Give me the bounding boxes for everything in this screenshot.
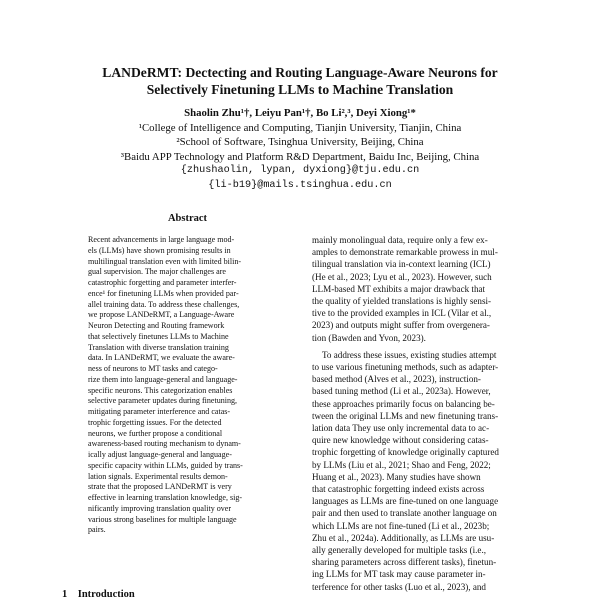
body-line: (He et al., 2023; Lyu et al., 2023). However, such [312, 271, 492, 282]
right-column [312, 234, 522, 593]
body-line: mainly monolingual data, require only a few ex- [312, 235, 488, 245]
email-line-1: {zhushaolin, lypan, dyxiong}@tju.edu.cn [180, 165, 420, 176]
body-line: tive to the provided examples in ICL (Vilar et al., [312, 308, 492, 319]
body-line: ally generally developed for multiple tasks (i.e., [312, 545, 486, 556]
body-line: languages as LLMs are fine-tuned on one language [312, 496, 499, 507]
body-line: terference for other tasks (Luo et al., 2023), and [312, 581, 486, 592]
abstract-line: neurons, we further propose a conditional [88, 428, 223, 438]
body-line: lation data They use only incremental data to ac- [312, 423, 490, 434]
abstract-line: awareness-based routing mechanism to dynam- [88, 439, 241, 449]
body-line: pair and then used to translate another language on [312, 508, 497, 519]
abstract-line: specific capacity within LLMs, guided by trans- [88, 460, 243, 470]
abstract-line: trophic forgetting issues. For the detected [88, 417, 222, 427]
body-line: Huang et al., 2023). Many studies have shown [312, 471, 481, 482]
body-line: these approaches primarily focus on balancing be- [312, 398, 495, 409]
author-block [40, 106, 560, 193]
abstract-line: specific neurons. This categorization enables [88, 385, 233, 395]
body-line: the quality of yielded translations is highly sensi- [312, 296, 492, 307]
abstract-line: allel training data. To address these challenges, [88, 299, 240, 309]
abstract-text [88, 235, 287, 536]
abstract-line: mitigating parameter interference and catas- [88, 407, 231, 416]
affiliation-3: ³Baidu APP Technology and Platform R&D Department, Baidu Inc, Beijing, China [120, 150, 480, 163]
email-line-2: {li-b19}@mails.tsinghua.edu.cn [208, 179, 392, 191]
left-column [88, 213, 287, 536]
body-paragraph-1 [312, 234, 522, 344]
body-line: Zhu et al., 2024a). Additionally, as LLMs are usu- [312, 532, 495, 543]
abstract-line: effective in learning translation knowledge, sig- [88, 493, 243, 502]
affiliation-1: ¹College of Intelligence and Computing, Tianjin University, Tianjin, China [138, 121, 462, 134]
body-line: tween the original LLMs and new finetuning trans- [312, 410, 499, 421]
abstract-line: data. In LANDeRMT, we evaluate the aware- [88, 353, 235, 363]
abstract-line: catastrophic forgetting and parameter interfer- [88, 278, 237, 287]
body-line: that catastrophic forgetting indeed exists across [312, 484, 485, 495]
body-line: LLM-based MT exhibits a major drawback that [312, 283, 486, 294]
paper-title-line-1: LANDeRMT: Dectecting and Routing Language-Aware Neurons for [102, 65, 498, 80]
body-line: ing LLMs for MT task may cause parameter in- [312, 569, 486, 580]
body-line: tion (Bawden and Yvon, 2023). [312, 332, 426, 343]
affiliation-2: ²School of Software, Tsinghua University, Beijing, China [176, 136, 424, 148]
abstract-line: multilingual translation even with limited bilin- [88, 256, 242, 266]
body-line: which LLMs are not fine-tuned (Li et al., 2023b; [312, 520, 490, 531]
body-line: 2023) and outputs might suffer from overgenera- [312, 320, 490, 331]
abstract-line: selective parameter updates during finetuning, [88, 396, 238, 406]
body-line: amples to demonstrate remarkable prowess in mul- [312, 247, 498, 258]
abstract-line: nificantly improving translation quality over [88, 503, 232, 513]
abstract-line: various strong baselines for multiple language [88, 514, 237, 524]
section-number: 1 [62, 589, 68, 600]
body-line: sharing parameters across different tasks), finetun- [312, 557, 497, 568]
body-paragraph-2 [312, 349, 522, 593]
abstract-line: ness of neurons to MT tasks and catego- [88, 364, 218, 373]
abstract-heading: Abstract [167, 213, 208, 224]
body-line: To address these issues, existing studies attempt [322, 349, 497, 360]
abstract-line: lation signals. Experimental results demon- [88, 471, 228, 481]
abstract-line: that selectively finetunes LLMs to Machine [88, 331, 229, 341]
abstract-line: pairs. [88, 525, 106, 535]
paper-title [40, 64, 560, 98]
paper-title-line-2: Selectively Finetuning LLMs to Machine Translation [146, 82, 454, 97]
abstract-line: Neuron Detecting and Routing framework [88, 321, 225, 330]
body-line: to use various finetuning methods, such as adapter- [312, 362, 499, 373]
abstract-line: Translation with diverse translation training [88, 342, 229, 352]
abstract-line: rize them into language-general and language- [88, 374, 238, 384]
abstract-line: we propose LANDeRMT, a Language-Aware [88, 310, 235, 320]
abstract-line: ically adjust language-general and language- [88, 450, 232, 459]
abstract-line: Recent advancements in large language mod- [88, 235, 235, 244]
body-line: based method (Alves et al., 2023), instruction- [312, 374, 481, 385]
abstract-line: ence¹ for finetuning LLMs when provided par- [88, 288, 239, 298]
body-line: based tuning method (Li et al., 2023a). However, [312, 386, 491, 397]
author-names: Shaolin Zhu¹†, Leiyu Pan¹†, Bo Li²,³, Deyi Xiong¹* [184, 107, 416, 119]
body-line: tilingual translation via in-context learning (ICL) [312, 259, 491, 270]
body-line: by LLMs (Liu et al., 2021; Shao and Feng, 2022; [312, 459, 491, 470]
section-heading-introduction [62, 589, 135, 600]
abstract-line: gual supervision. The major challenges are [88, 267, 226, 277]
body-line: quire new knowledge without considering catas- [312, 435, 489, 446]
abstract-line: strate that the proposed LANDeRMT is very [88, 482, 232, 492]
section-title: Introduction [77, 589, 135, 600]
body-line: trophic forgetting of knowledge originally captured [312, 447, 499, 458]
abstract-line: els (LLMs) have shown promising results in [88, 245, 231, 255]
